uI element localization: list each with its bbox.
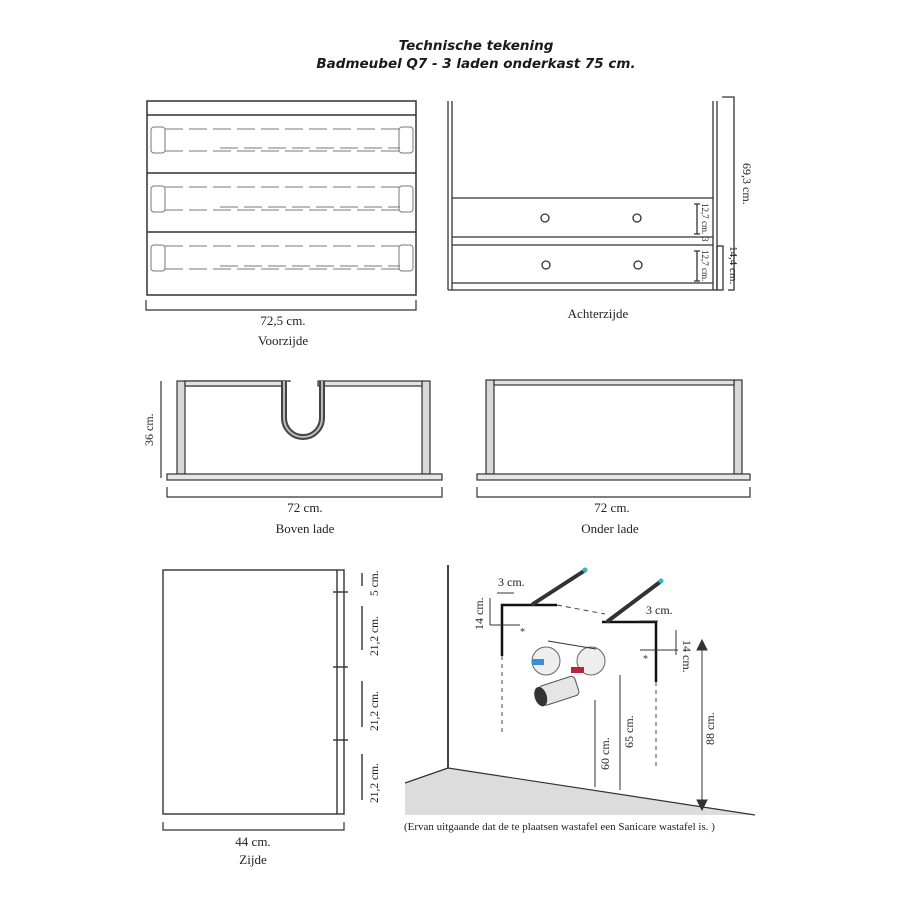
back-upper-panel-label: 12,7 cm.	[700, 203, 710, 235]
front-view	[146, 101, 416, 310]
left-offset-label: 3 cm.	[498, 575, 525, 589]
back-height-label: 69,3 cm.	[740, 163, 754, 205]
front-width-label: 72,5 cm.	[260, 313, 306, 328]
valve-height-label: 65 cm.	[622, 715, 636, 748]
bottom-drawer-caption: Onder lade	[581, 521, 639, 536]
drawing-title: Technische tekening	[398, 38, 554, 54]
right-height-label: 14 cm.	[680, 640, 694, 673]
top-drawer-height-label: 36 cm.	[142, 413, 156, 446]
right-offset-label: 3 cm.	[646, 603, 673, 617]
front-caption: Voorzijde	[257, 333, 309, 348]
top-drawer-view	[161, 381, 442, 497]
drawing-subtitle: Badmeubel Q7 - 3 laden onderkast 75 cm.	[316, 56, 636, 72]
side-depth-label: 44 cm.	[235, 834, 271, 849]
top-height-label: 88 cm.	[703, 712, 717, 745]
installation-note: (Ervan uitgaande dat de te plaatsen wastafel een Sanicare wastafel is. )	[404, 821, 715, 833]
top-drawer-caption: Boven lade	[275, 521, 335, 536]
bottom-drawer-view	[477, 380, 750, 497]
side-segment-3-label: 21,2 cm.	[369, 691, 381, 731]
side-caption: Zijde	[239, 852, 267, 867]
bottom-drawer-width-label: 72 cm.	[594, 500, 630, 515]
top-drawer-width-label: 72 cm.	[287, 500, 323, 515]
side-view	[163, 570, 362, 830]
back-caption: Achterzijde	[567, 306, 629, 321]
svg-text:*: *	[643, 654, 648, 665]
back-view	[448, 97, 734, 290]
side-segment-1-label: 5 cm.	[369, 570, 381, 596]
drain-height-label: 60 cm.	[598, 737, 612, 770]
back-gap-label: 3	[700, 237, 710, 242]
svg-text:*: *	[520, 627, 525, 638]
side-segment-4-label: 21,2 cm.	[369, 763, 381, 803]
left-height-label: 14 cm.	[472, 597, 486, 630]
back-lower-panel-label: 12,7 cm.	[700, 250, 710, 282]
back-plinth-label: 14,4 cm.	[727, 246, 739, 285]
installation-view	[405, 565, 755, 815]
side-segment-2-label: 21,2 cm.	[369, 616, 381, 656]
